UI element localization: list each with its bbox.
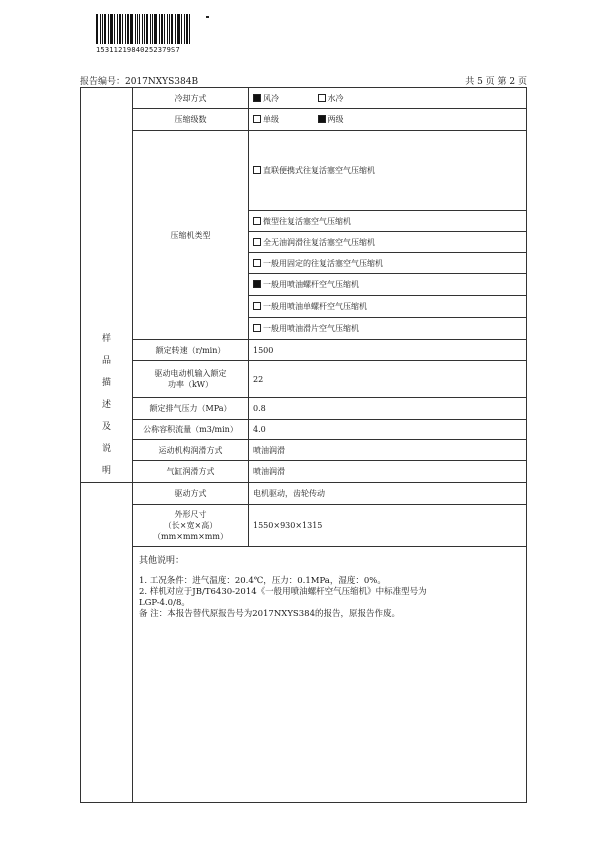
- motor-power-label: [133, 361, 249, 398]
- barcode-bar: [127, 14, 129, 44]
- barcode-bar: [146, 14, 148, 44]
- checkbox-unchecked-icon[interactable]: [253, 238, 261, 246]
- type-option: [249, 232, 527, 253]
- type-option: [249, 211, 527, 232]
- barcode-bar: [144, 14, 145, 44]
- section-label-continued: [81, 483, 133, 505]
- row-type: [81, 131, 527, 211]
- cylinder-lubrication-value: 喷油润滑: [249, 461, 527, 483]
- label-line: （mm×mm×mm）: [153, 532, 228, 541]
- section-char: 品: [101, 356, 111, 366]
- option-label: 水冷: [327, 93, 344, 103]
- barcode-bar: [167, 14, 168, 44]
- barcode-bar: [175, 14, 176, 44]
- option-label: 一般用喷油螺杆空气压缩机: [263, 280, 359, 289]
- option-label: 一般用喷油滑片空气压缩机: [263, 324, 359, 333]
- section-label-continued: [81, 547, 133, 803]
- checkbox-unchecked-icon[interactable]: [253, 302, 261, 310]
- type-option: [249, 253, 527, 274]
- row-discharge-pressure: [81, 398, 527, 420]
- type-option: [249, 296, 527, 318]
- barcode-bar: [102, 14, 103, 44]
- option-label: 微型往复活塞空气压缩机: [263, 216, 351, 226]
- dimensions-label: [133, 505, 249, 547]
- barcode-bar: [184, 14, 185, 44]
- discharge-pressure-value: 0.8: [249, 398, 527, 420]
- checkbox-checked-icon[interactable]: [253, 280, 261, 288]
- row-cooling: [81, 88, 527, 109]
- option-label: 两级: [327, 115, 344, 124]
- stages-label: 压缩级数: [133, 109, 249, 131]
- row-motor-power: [81, 361, 527, 398]
- rated-speed-label: 额定转速（r/min）: [133, 340, 249, 361]
- row-volume-flow: [81, 420, 527, 440]
- barcode-bar: [137, 14, 138, 44]
- checkbox-unchecked-icon[interactable]: [253, 166, 261, 174]
- rated-speed-value: 1500: [249, 340, 527, 361]
- cylinder-lubrication-label: 气缸润滑方式: [133, 461, 249, 483]
- row-mechanism-lubrication: [81, 440, 527, 461]
- label-line: 外形尺寸: [174, 510, 207, 519]
- drive-mode-value: 电机驱动，齿轮传动: [249, 483, 527, 505]
- notes-cell: [133, 547, 527, 803]
- barcode-bar: [164, 14, 165, 44]
- label-line: 驱动电动机输入额定: [154, 369, 227, 378]
- row-stages: [81, 109, 527, 131]
- volume-flow-label: 公称容积流量（m3/min）: [133, 420, 249, 440]
- checkbox-unchecked-icon[interactable]: [253, 115, 261, 123]
- section-label-continued: [81, 505, 133, 547]
- row-dimensions: [81, 505, 527, 547]
- barcode-bar: [177, 14, 180, 44]
- barcode-bar: [181, 14, 182, 44]
- barcode-bar: [96, 14, 98, 44]
- sample-description-table: [80, 87, 527, 803]
- barcode-bar: [119, 14, 121, 44]
- section-char: 明: [101, 466, 111, 476]
- barcode-bar: [161, 14, 163, 44]
- barcode-bar: [122, 14, 123, 44]
- label-line: （长×宽×高）: [163, 521, 218, 530]
- row-notes: [81, 547, 527, 803]
- section-char: 说: [101, 444, 111, 454]
- volume-flow-value: 4.0: [249, 420, 527, 440]
- mechanism-lubrication-value: 喷油润滑: [249, 440, 527, 461]
- barcode-bar: [104, 14, 106, 44]
- page-info: 共 5 页 第 2 页: [465, 77, 527, 87]
- barcode-bar: [142, 14, 144, 44]
- section-label: [81, 88, 133, 483]
- type-option: [249, 274, 527, 296]
- note-line: LGP-4.0/8。: [139, 598, 190, 608]
- notes-title: 其他说明：: [139, 556, 185, 566]
- cooling-options: [249, 88, 527, 109]
- option-label: 风冷: [263, 93, 279, 103]
- row-drive-mode: [81, 483, 527, 505]
- stages-options: [249, 109, 527, 131]
- barcode-bar: [100, 14, 101, 44]
- barcode-bar: [117, 14, 118, 44]
- row-cylinder-lubrication: [81, 461, 527, 483]
- checkbox-unchecked-icon[interactable]: [253, 217, 261, 225]
- option-label: 一般用固定的往复活塞空气压缩机: [263, 258, 383, 268]
- label-line: 功率（kW）: [167, 380, 214, 389]
- barcode-bar: [189, 14, 190, 44]
- scan-speck: [206, 16, 209, 18]
- barcode-bar: [114, 14, 115, 44]
- report-number: 报告编号：2017NXYS384B: [80, 77, 199, 87]
- barcode-bar: [108, 14, 109, 44]
- barcode-bar: [169, 14, 170, 44]
- type-label: 压缩机类型: [133, 131, 249, 340]
- section-char: 样: [101, 334, 111, 344]
- checkbox-checked-icon[interactable]: [253, 94, 261, 102]
- note-line: 备 注：本报告替代原报告号为2017NXYS384的报告，原报告作废。: [139, 609, 400, 619]
- barcode-bar: [110, 14, 113, 44]
- section-char: 及: [101, 422, 111, 432]
- type-option: [249, 318, 527, 340]
- cooling-label: 冷却方式: [133, 88, 249, 109]
- type-option: [249, 131, 527, 211]
- barcode-bar: [150, 14, 151, 44]
- barcode-bar: [130, 14, 133, 44]
- barcode-bar: [139, 14, 140, 44]
- barcode-bar: [186, 14, 188, 44]
- note-line: 2. 样机对应于JB/T6430-2014《一般用喷油螺杆空气压缩机》中标准型号为: [139, 587, 427, 597]
- option-label: 单级: [263, 115, 279, 124]
- checkbox-unchecked-icon[interactable]: [318, 94, 326, 102]
- row-rated-speed: [81, 340, 527, 361]
- barcode-bar: [152, 14, 153, 44]
- dimensions-value: 1550×930×1315: [249, 505, 527, 547]
- motor-power-value: 22: [249, 361, 527, 398]
- option-label: 直联便携式往复活塞空气压缩机: [263, 166, 375, 175]
- section-char: 描: [101, 378, 111, 388]
- drive-mode-label: 驱动方式: [133, 483, 249, 505]
- option-label: 全无油润滑往复活塞空气压缩机: [263, 237, 375, 247]
- section-char: 述: [101, 400, 111, 410]
- note-line: 1. 工况条件：进气温度：20.4℃，压力：0.1MPa，湿度：0%。: [139, 576, 386, 586]
- discharge-pressure-label: 额定排气压力（MPa）: [133, 398, 249, 420]
- checkbox-checked-icon[interactable]: [318, 115, 326, 123]
- barcode-number: 15311219840252379S7: [96, 46, 180, 54]
- mechanism-lubrication-label: 运动机构润滑方式: [133, 440, 249, 461]
- checkbox-unchecked-icon[interactable]: [253, 324, 261, 332]
- barcode-bar: [154, 14, 157, 44]
- checkbox-unchecked-icon[interactable]: [253, 259, 261, 267]
- barcode-bar: [159, 14, 160, 44]
- barcode-bar: [135, 14, 136, 44]
- barcode-bar: [171, 14, 173, 44]
- barcode: [96, 14, 192, 46]
- option-label: 一般用喷油单螺杆空气压缩机: [263, 302, 367, 311]
- barcode-bar: [125, 14, 126, 44]
